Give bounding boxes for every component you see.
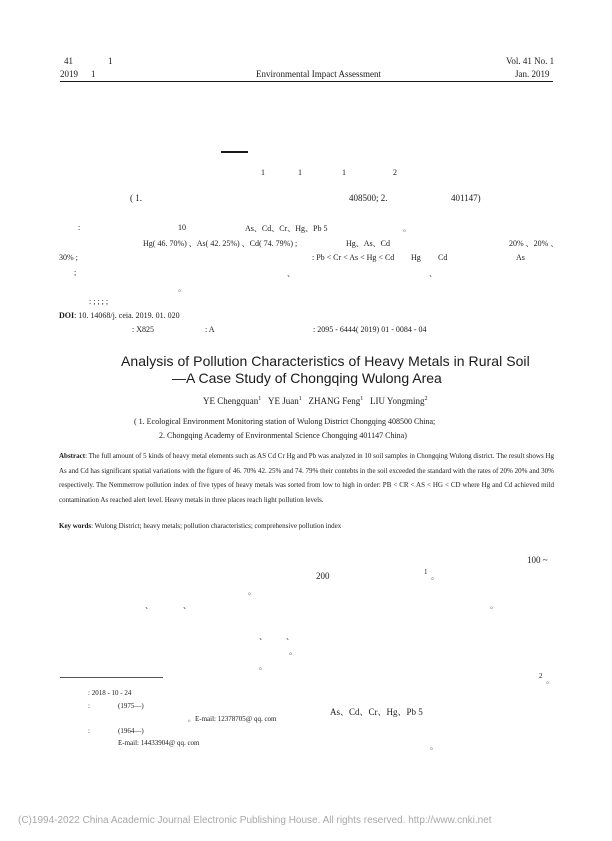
body-r2-end: 。	[431, 572, 439, 581]
body-r5-b: 、	[286, 632, 294, 641]
body-r10: 。	[430, 742, 438, 751]
en-affil-line-1: ( 1. Ecological Environment Monitoring station of Wulong District Chongqing 408500 China;	[134, 417, 436, 426]
en-author-1-sup: 1	[258, 396, 262, 402]
footnote-rule	[60, 677, 163, 678]
footnote-author1-year: (1975—)	[118, 702, 144, 710]
cn-abstract-l3b: : Pb < Cr < As < Hg < Cd	[312, 253, 395, 262]
doi-label: DOI	[59, 311, 75, 320]
doi-line	[59, 311, 180, 320]
cn-abstract-l5a: 。	[178, 284, 186, 293]
en-author-2-sup: 1	[298, 396, 302, 402]
body-r4-a: 、	[145, 601, 153, 610]
body-r3: 。	[248, 587, 256, 596]
cn-abstract-l1b: As、Cd、Cr、Hg、Pb 5	[245, 224, 328, 233]
cn-author-sup-4: 2	[393, 168, 397, 177]
footnote-author2-email: E-mail: 14433904@ qq. com	[118, 739, 200, 747]
cn-abstract-l4c: 、	[429, 269, 437, 278]
footnote-received: : 2018 - 10 - 24	[88, 689, 132, 697]
cn-author-sup-1: 1	[261, 168, 265, 177]
body-r4-c: 。	[490, 601, 498, 610]
cn-abstract-label: :	[78, 223, 81, 232]
en-keywords-label: Key words	[59, 522, 92, 530]
en-affil-line-2: 2. Chongqing Academy of Environmental Science Chongqing 401147 China)	[159, 431, 407, 440]
footnote-author1-email: 。E-mail: 12378705@ qq. com	[188, 715, 277, 723]
cnki-watermark: (C)1994-2022 China Academic Journal Electronic Publishing House. All rights reserved. http://www.cnki.net	[18, 815, 492, 826]
en-abstract-label: Abstract	[59, 452, 86, 460]
cn-abstract-l4a: ;	[74, 268, 77, 277]
body-r5-a: 、	[259, 632, 267, 641]
cn-abstract-l1c: 。	[403, 224, 411, 233]
en-author-2: YE Juan	[268, 396, 299, 406]
en-keywords-text: : Wulong District; heavy metals; pollution characteristics; comprehensive pollution index	[91, 522, 342, 530]
footnote-author2-colon: :	[88, 727, 90, 735]
doi-value: : 10. 14068/j. ceia. 2019. 01. 020	[74, 311, 180, 320]
cn-affil-mid: 408500; 2.	[349, 193, 388, 203]
cn-abstract-l2c: 20% 、20% 、	[509, 239, 559, 248]
body-r6: 。	[289, 647, 297, 656]
header-issue-num-cn: 1	[108, 56, 113, 66]
en-author-4: LIU Yongming	[370, 396, 425, 406]
en-abstract-text: : The full amount of 5 kinds of heavy metal elements such as AS Cd Cr Hg and Pb was analyzed in 10 soil samples in Chongqing Wulong district. The result shows Hg As and Cd has significant spatial variations with the figure of 46. 70% 42. 25% and 74. 79% their contebts in the soil exceeded the standard with the rates of 20% 20% and 30% respectively. The Nemmerrow pollution index of five types of heavy metals was sorted from low to high in order: PB < CR < AS < HG < CD where Hg and Cd achieved mild contamination As reached alert level. Heavy metals in three places reach light pollution levels.	[59, 452, 554, 504]
clc-number: : X825	[132, 325, 154, 334]
cn-abstract-l3a: 30% ;	[59, 253, 78, 262]
en-authors	[203, 396, 428, 406]
cn-author-sup-2: 1	[298, 168, 302, 177]
en-title-line-1: Analysis of Pollution Characteristics of Heavy Metals in Rural Soil	[121, 353, 530, 369]
body-r7: 。	[259, 662, 267, 671]
cn-abstract-l2a: Hg( 46. 70%) 、As( 42. 25%) 、Cd( 74. 79%) ;	[143, 239, 298, 248]
body-r8-sup: 2	[539, 672, 543, 680]
cn-abstract-l4b: 、	[287, 269, 295, 278]
article-id: : 2095 - 6444( 2019) 01 - 0084 - 04	[313, 325, 427, 334]
cn-keywords: : ; ; ; ;	[89, 297, 109, 306]
footnote-author1-colon: :	[88, 702, 90, 710]
body-r4-b: 、	[183, 601, 191, 610]
header-date-en: Jan. 2019	[515, 69, 550, 79]
cn-abstract-l3c: Hg	[411, 253, 421, 262]
en-author-4-sup: 2	[424, 396, 428, 402]
header-vol-cn: 41	[64, 56, 73, 66]
cn-affil-right: 401147)	[451, 193, 481, 203]
en-keywords	[59, 522, 341, 530]
header-rule	[60, 81, 553, 82]
header-year-cn: 2019	[60, 69, 78, 79]
en-author-3: ZHANG Feng	[308, 396, 361, 406]
body-r1: 100 ~	[527, 555, 548, 565]
cn-abstract-l3d: Cd	[438, 253, 448, 262]
body-r2-num: 200	[316, 571, 330, 581]
body-r2-sup: 1	[424, 568, 428, 576]
header-issue-cn: 1	[91, 69, 96, 79]
doc-code: : A	[205, 325, 215, 334]
body-r9: As、Cd、Cr、Hg、Pb 5	[330, 707, 423, 717]
en-abstract	[59, 449, 554, 507]
en-author-1: YE Chengquan	[203, 396, 259, 406]
en-title-line-2: —A Case Study of Chongqing Wulong Area	[172, 370, 442, 386]
en-author-3-sup: 1	[360, 396, 364, 402]
header-vol-en: Vol. 41 No. 1	[506, 56, 555, 66]
footnote-author2-year: (1964—)	[118, 727, 144, 735]
cn-author-sup-3: 1	[342, 168, 346, 177]
cn-affil-left: ( 1.	[130, 193, 142, 203]
body-r8-end: 。	[546, 676, 554, 685]
header-journal-en: Environmental Impact Assessment	[256, 69, 381, 79]
cn-abstract-l3e: As	[516, 253, 525, 262]
cn-abstract-l1a: 10	[178, 223, 186, 232]
cn-title-dash	[221, 151, 248, 153]
cn-abstract-l2b: Hg、As、Cd	[346, 239, 391, 248]
